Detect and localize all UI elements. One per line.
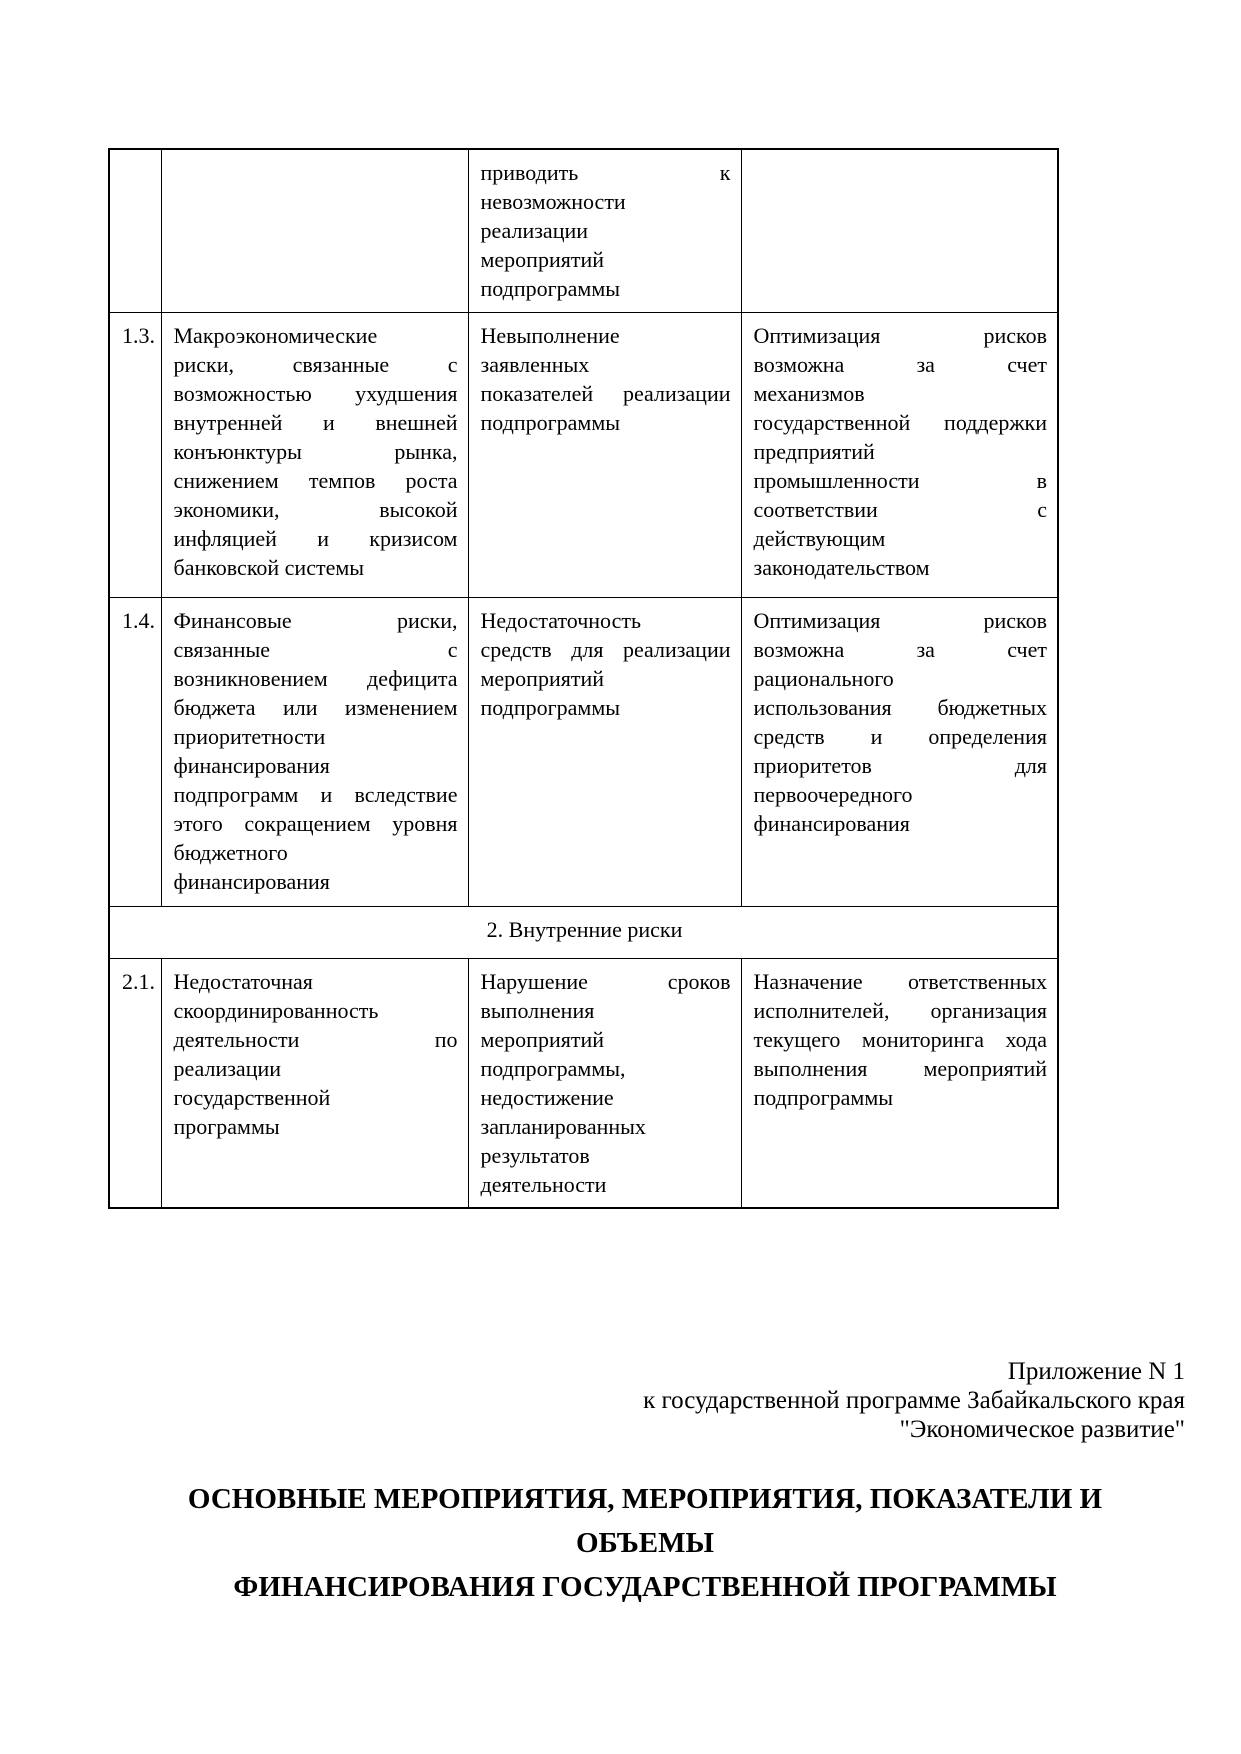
risk-cell [161, 597, 468, 906]
text-line: результатов [480, 1142, 590, 1168]
text-line: заявленных [480, 351, 590, 377]
mitigation-cell [741, 149, 1058, 312]
text-line: текущего мониторинга хода [753, 1026, 1047, 1052]
text-line: экономики, высокой [173, 496, 458, 522]
text-line: Приложение N 1 [1007, 1358, 1185, 1385]
appendix-reference-block [0, 1357, 1185, 1444]
text-line: приоритетности [173, 723, 326, 749]
text-line: действующим [753, 525, 886, 551]
mitigation-cell [741, 958, 1058, 1208]
impact-cell [468, 597, 741, 906]
text-line: возможна за счет [753, 636, 1047, 662]
text-line: возможна за счет [753, 351, 1047, 377]
document-title [105, 1477, 1185, 1609]
text-line: Оптимизация рисков [753, 607, 1047, 633]
text-line: подпрограмм и вследствие [173, 781, 458, 807]
text-line: запланированных [480, 1113, 646, 1139]
text-line: реализации [480, 218, 589, 243]
text-line: недостижение [480, 1084, 614, 1110]
text-line: мероприятий [480, 1026, 605, 1052]
mitigation-cell [741, 312, 1058, 597]
text-line: связанные с [173, 636, 458, 662]
text-line: конъюнктуры рынка, [173, 438, 458, 464]
text-line: ОСНОВНЫЕ МЕРОПРИЯТИЯ, МЕРОПРИЯТИЯ, ПОКАЗАТЕЛИ И [187, 1483, 1103, 1515]
text-line: использования бюджетных [753, 694, 1047, 720]
row-number: 2.1. [109, 958, 161, 1208]
text-line: предприятий [753, 438, 875, 464]
text-line: приводить к [480, 160, 731, 185]
text-line: программы [173, 1113, 280, 1139]
text-line: государственной [173, 1084, 331, 1110]
impact-cell [468, 149, 741, 312]
text-line: Нарушение сроков [480, 968, 731, 994]
text-line: выполнения [480, 997, 595, 1023]
table-row-1-3 [109, 312, 1058, 597]
text-line: законодательством [753, 554, 930, 580]
risk-cell [161, 149, 468, 312]
impact-cell [468, 958, 741, 1208]
text-line: деятельности [480, 1171, 607, 1197]
risk-cell [161, 312, 468, 597]
text-line: подпрограммы [753, 1084, 894, 1110]
section-header-row [109, 906, 1058, 958]
text-line: подпрограммы [480, 276, 621, 301]
text-line: Невыполнение [480, 322, 620, 348]
text-line: возможностью ухудшения [173, 380, 458, 406]
text-line: Недостаточность [480, 607, 641, 633]
table-row-1-4 [109, 597, 1058, 906]
text-line: средств и определения [753, 723, 1047, 749]
text-line: финансирования [173, 752, 330, 778]
text-line: первоочередного [753, 781, 913, 807]
text-line: финансирования [753, 810, 910, 836]
text-line: реализации [173, 1055, 282, 1081]
text-line: инфляцией и кризисом [173, 525, 458, 551]
text-line: государственной поддержки [753, 409, 1047, 435]
text-line: бюджета или изменением [173, 694, 458, 720]
text-line: банковской системы [173, 554, 365, 580]
text-line: исполнителей, организация [753, 997, 1047, 1023]
text-line: Недостаточная [173, 968, 313, 994]
impact-cell [468, 312, 741, 597]
text-line: ФИНАНСИРОВАНИЯ ГОСУДАРСТВЕННОЙ ПРОГРАММЫ [233, 1571, 1057, 1603]
text-line: мероприятий [480, 665, 605, 691]
text-line: Назначение ответственных [753, 968, 1047, 994]
text-line: "Экономическое развитие" [899, 1416, 1185, 1443]
risks-table [108, 148, 1059, 1209]
text-line: невозможности [480, 189, 626, 214]
text-line: деятельности по [173, 1026, 458, 1052]
text-line: механизмов [753, 380, 865, 406]
text-line: возникновением дефицита [173, 665, 458, 691]
text-line: выполнения мероприятий [753, 1055, 1047, 1081]
text-line: подпрограммы [480, 409, 621, 435]
text-line: соответствии с [753, 496, 1047, 522]
text-line: снижением темпов роста [173, 467, 458, 493]
text-line: Оптимизация рисков [753, 322, 1047, 348]
row-number: 1.3. [109, 312, 161, 597]
text-line: мероприятий [480, 247, 605, 272]
risk-cell [161, 958, 468, 1208]
text-line: риски, связанные с [173, 351, 458, 377]
text-line: показателей реализации [480, 380, 731, 406]
text-line: Финансовые риски, [173, 607, 458, 633]
text-line: средств для реализации [480, 636, 731, 662]
text-line: подпрограммы, [480, 1055, 626, 1081]
text-line: промышленности в [753, 467, 1047, 493]
row-number: 1.4. [109, 597, 161, 906]
text-line: рационального [753, 665, 894, 691]
text-line: подпрограммы [480, 694, 621, 720]
text-line: Макроэкономические [173, 322, 378, 348]
table-row-2-1 [109, 958, 1058, 1208]
text-line: финансирования [173, 868, 330, 894]
text-line: этого сокращением уровня [173, 810, 458, 836]
mitigation-cell [741, 597, 1058, 906]
section-header: 2. Внутренние риски [109, 906, 1058, 958]
text-line: скоординированность [173, 997, 379, 1023]
text-line: приоритетов для [753, 752, 1047, 778]
text-line: к государственной программе Забайкальского края [643, 1387, 1185, 1414]
text-line: бюджетного [173, 839, 288, 865]
text-line: внутренней и внешней [173, 409, 458, 435]
row-number [109, 149, 161, 312]
table-row-continuation [109, 149, 1058, 312]
text-line: ОБЪЕМЫ [575, 1527, 714, 1559]
